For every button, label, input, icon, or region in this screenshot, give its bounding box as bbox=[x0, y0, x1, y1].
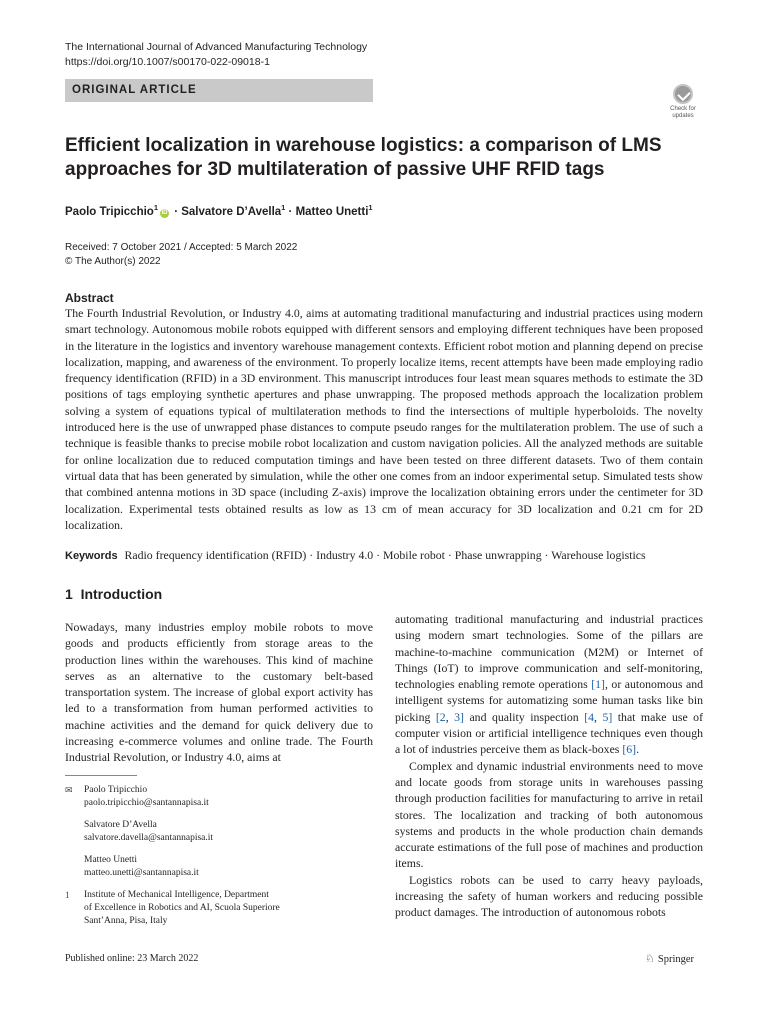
paragraph-text: and quality inspection bbox=[463, 709, 585, 724]
contact-name: Salvatore D’Avella bbox=[84, 820, 157, 830]
keywords bbox=[65, 548, 715, 563]
citation-separator: , bbox=[445, 709, 455, 724]
author-affiliation: 1 bbox=[153, 203, 158, 212]
author-name[interactable]: Salvatore D’Avella bbox=[181, 205, 282, 218]
author-affiliation: 1 bbox=[368, 203, 373, 212]
author-list bbox=[65, 203, 373, 218]
doi-link[interactable]: https://doi.org/10.1007/s00170-022-09018-1 bbox=[65, 56, 270, 68]
springer-horse-icon: ♘ bbox=[645, 953, 655, 965]
intro-left-column bbox=[65, 619, 373, 766]
published-date: Published online: 23 March 2022 bbox=[65, 953, 199, 964]
citation-link[interactable]: [1] bbox=[591, 677, 605, 692]
paragraph-text: that make use of computer vision or artificial intelligence techniques even though a lot of industries perceive them as black-boxes bbox=[395, 709, 703, 757]
intro-paragraph: Complex and dynamic industrial environments need to move and locate goods from storage units in warehouses passing through production facilities for manufacturing to arrive in retail stores. The localization and tracking of both autonomous systems and products in the whole production chain demands accurate estimations of the full pose of machines and production items. bbox=[395, 758, 703, 871]
check-updates-line1: Check for bbox=[670, 106, 696, 112]
contact-email[interactable]: paolo.tripicchio@santannapisa.it bbox=[84, 798, 209, 808]
contact-email[interactable]: matteo.unetti@santannapisa.it bbox=[84, 868, 199, 878]
contact-entry bbox=[65, 854, 365, 880]
abstract-heading: Abstract bbox=[65, 291, 114, 305]
section-heading bbox=[65, 586, 162, 602]
intro-paragraph bbox=[395, 611, 703, 758]
contact-name: Paolo Tripicchio bbox=[84, 785, 148, 795]
article-title: Efficient localization in warehouse logistics: a comparison of LMS approaches for 3D multilateration of passive UHF RFID tags bbox=[65, 135, 662, 180]
citation-link[interactable]: [6] bbox=[622, 742, 637, 757]
affiliation-mark: 1 bbox=[65, 890, 70, 900]
affiliation-line: of Excellence in Robotics and AI, Scuola Superiore bbox=[84, 903, 280, 913]
citation-link[interactable]: [4 bbox=[584, 709, 595, 724]
paragraph-text: . bbox=[636, 742, 640, 757]
keywords-text: Radio frequency identification (RFID) · Industry 4.0 · Mobile robot · Phase unwrapping · Warehouse logistics bbox=[124, 548, 646, 562]
author-separator: · bbox=[285, 205, 296, 218]
check-for-updates-badge[interactable] bbox=[664, 84, 702, 124]
journal-header bbox=[65, 40, 367, 70]
contact-name: Matteo Unetti bbox=[84, 855, 138, 865]
check-updates-line2: updates bbox=[672, 112, 694, 119]
citation-separator: , bbox=[594, 709, 603, 724]
author-name[interactable]: Paolo Tripicchio bbox=[65, 205, 154, 218]
article-type-banner: ORIGINAL ARTICLE bbox=[65, 79, 373, 102]
abstract-text: The Fourth Industrial Revolution, or Industry 4.0, aims at automating traditional manufacturing and industrial practices using modern smart technology. Autonomous mobile robots equipped with different sensors and employing different techniques have been proposed in the literature in the logistics and inventory warehouse management contexts. Efficient robot motion and planning depend on precise localization, mapping, and awareness of the environment. To properly localize items, recent attempts have been made employing radio frequency identification (RFID) in a 3D environment. This manuscript introduces four least mean squares methods to estimate the 3D positions of tags employing synthetic apertures and phase unwrapping. The proposed methods approach the localization problem solving a system of equations typical of multilateration methods to find the intersections of multiple hyperboloids. The novelty introduced here is the use of unwrapped phase distances to compute pseudo ranges for the multilateration problem. The use of such a technique is feasible thanks to precise mobile robot localization and custom navigation policies. All the analyzed methods are suitable for online localization due to reduced computation timings and have been tested on three different datasets. Two of them contain virtual data that has been generated by simulation, while the other one comes from an indoor experimental setup. Simulated tests show that combined antenna motions in 3D space (including Z-axis) improve the localization obtaining errors under the centimeter for 3D localization. Experimental tests obtained results as low as 13 cm of mean accuracy for 3D localization and 0.21 cm for 2D localization. bbox=[65, 306, 703, 532]
footnote-divider bbox=[65, 775, 137, 776]
section-title: Introduction bbox=[80, 586, 163, 602]
contact-entry bbox=[65, 819, 365, 845]
intro-paragraph: Nowadays, many industries employ mobile robots to move goods and products efficiently from storage areas to the production lines within the warehouses. This kind of machine serves as an alternative to the customary belt-based transportation system. The increase of global export activity has led to a transformation from human performed activities to machine activities and the demand for quick delivery due to increasing e-commerce volumes and online trade. The Fourth Industrial Revolution, or Industry 4.0, aims at bbox=[65, 620, 373, 765]
citation-link[interactable]: 3] bbox=[454, 709, 464, 724]
received-accepted: Received: 7 October 2021 / Accepted: 5 March 2022 bbox=[65, 242, 298, 253]
copyright: © The Author(s) 2022 bbox=[65, 255, 161, 267]
corresponding-author bbox=[65, 784, 365, 810]
paragraph-text: , or autonomous and intelligent systems for automatizing some human tasks like bin picking bbox=[395, 677, 703, 724]
author-separator: · bbox=[171, 205, 182, 218]
article-dates bbox=[65, 241, 297, 268]
affiliation-line: Sant’Anna, Pisa, Italy bbox=[84, 916, 168, 926]
journal-name: The International Journal of Advanced Manufacturing Technology bbox=[65, 41, 368, 53]
contact-email[interactable]: salvatore.davella@santannapisa.it bbox=[84, 833, 214, 843]
paragraph-text: automating traditional manufacturing and industrial practices using modern smart technologies. Some of the pillars are machine-to-machine communication (M2M) or Internet of Things (IoT) to improve communication and self-monitoring, technologies enabling remote operations bbox=[395, 612, 703, 692]
publisher-logo bbox=[645, 952, 694, 965]
affiliation-line: Institute of Mechanical Intelligence, Department bbox=[84, 890, 269, 900]
intro-right-column bbox=[395, 611, 703, 921]
section-number: 1 bbox=[65, 586, 73, 602]
author-name[interactable]: Matteo Unetti bbox=[295, 205, 369, 218]
keywords-label: Keywords bbox=[65, 550, 118, 562]
envelope-icon: ✉ bbox=[65, 785, 73, 795]
affiliation-entry bbox=[65, 889, 365, 928]
author-affiliation: 1 bbox=[281, 203, 286, 212]
intro-paragraph: Logistics robots can be used to carry heavy payloads, increasing the safety of human workers and reducing possible product damages. The introduction of autonomous robots bbox=[395, 872, 703, 920]
citation-link[interactable]: [2 bbox=[435, 709, 446, 724]
citation-link[interactable]: 5] bbox=[602, 709, 613, 724]
orcid-icon[interactable]: iD bbox=[161, 209, 168, 216]
publisher-name: Springer bbox=[657, 954, 695, 965]
footnotes bbox=[65, 784, 365, 928]
check-updates-icon bbox=[673, 84, 693, 104]
